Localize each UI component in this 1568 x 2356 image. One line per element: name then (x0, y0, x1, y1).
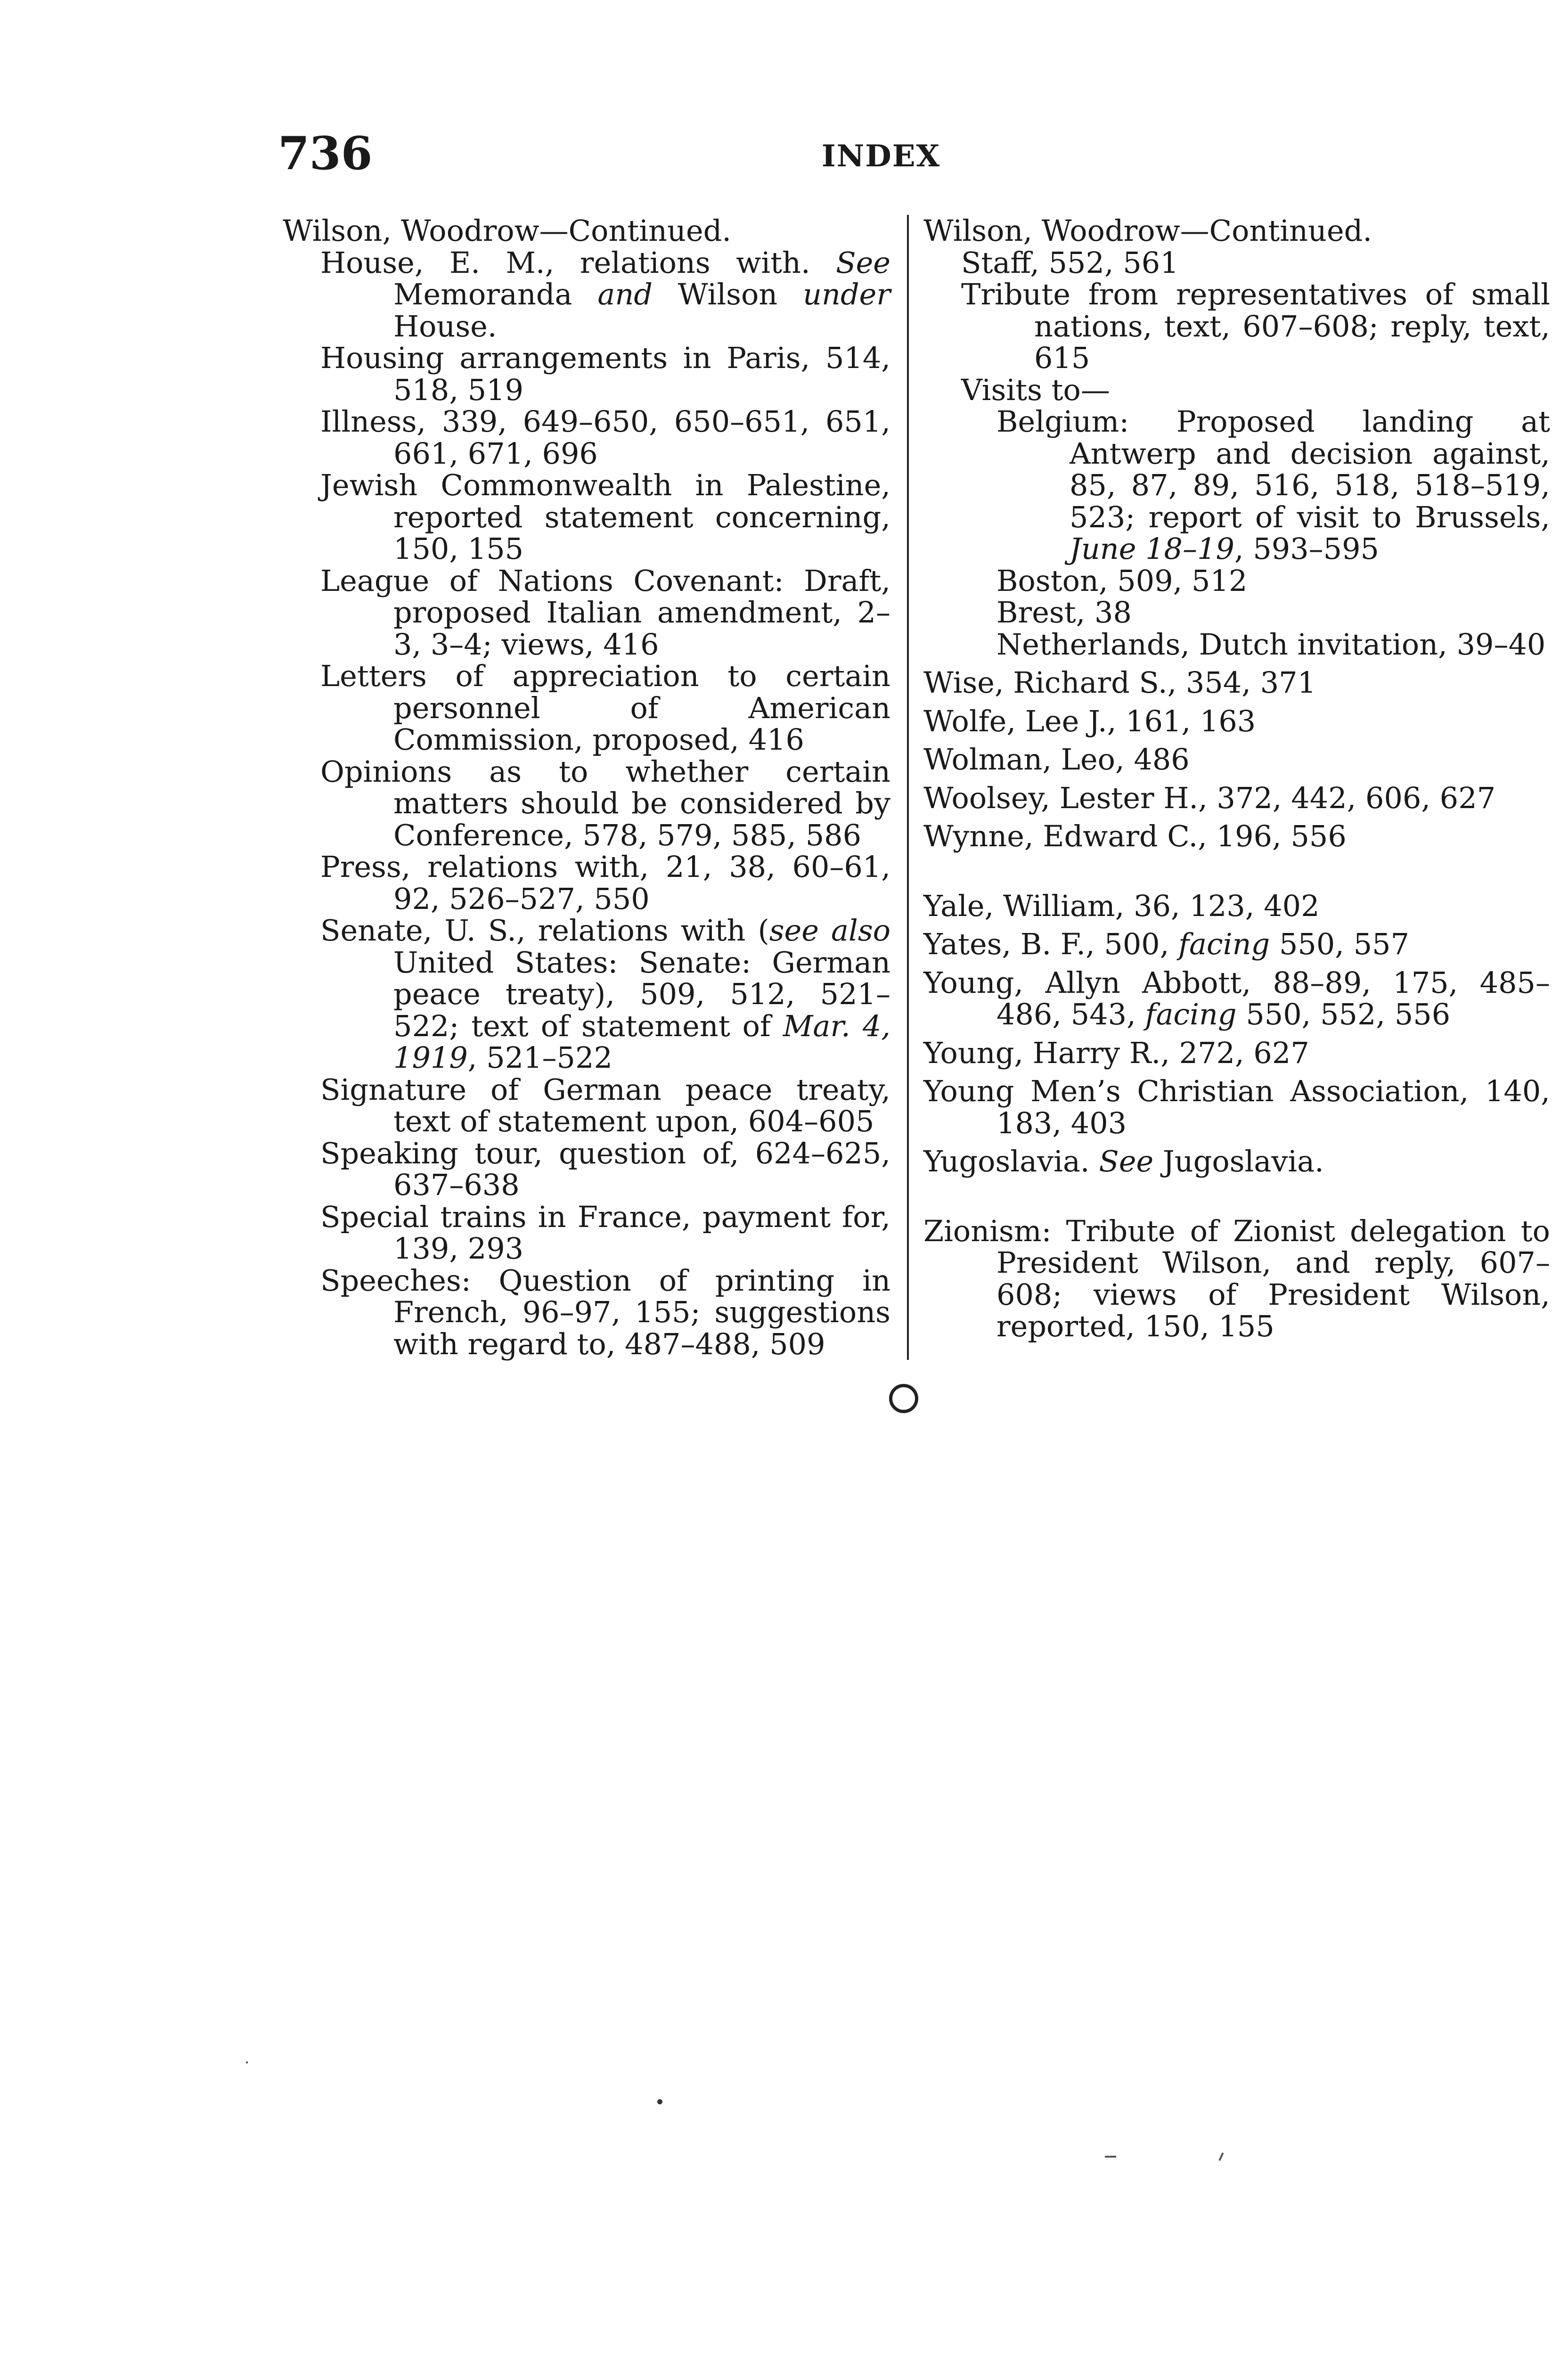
index-heading: Wilson, Woodrow—Continued. (283, 213, 732, 248)
page-number: 736 (278, 127, 373, 180)
index-entry: Jewish Commonwealth in Palestine, reported statement concerning, 150, 155 (320, 468, 890, 566)
index-subentry: Netherlands, Dutch invitation, 39–40 (996, 627, 1546, 662)
index-entry: House, E. M., relations with. See Memoranda and Wilson under House. (320, 245, 890, 344)
index-main-entry: Wolfe, Lee J., 161, 163 (923, 704, 1256, 738)
index-entry: Tribute from representatives of small nations, text, 607–608; reply, text, 615 (961, 277, 1550, 375)
index-entry: Opinions as to whether certain matters should be considered by Conference, 578, 579, 585, 586 (320, 754, 890, 852)
index-entry: Speaking tour, question of, 624–625, 637–638 (320, 1136, 890, 1202)
index-subentry: Belgium: Proposed landing at Antwerp and decision against, 85, 87, 89, 516, 518, 518–519, 523; report of visit to Brussels, June 18–19, 593–595 (996, 404, 1550, 566)
index-entry: Special trains in France, payment for, 139, 293 (320, 1199, 890, 1266)
index-main-entry: Woolsey, Lester H., 372, 442, 606, 627 (923, 780, 1496, 815)
index-entry: Housing arrangements in Paris, 514, 518, 519 (320, 341, 890, 407)
index-entry: Speeches: Question of printing in French, 96–97, 155; suggestions with regard to, 487–488, 509 (320, 1263, 890, 1361)
running-head: INDEX (821, 139, 941, 174)
index-heading: Wilson, Woodrow—Continued. (923, 213, 1372, 248)
index-main-entry: Wynne, Edward C., 196, 556 (923, 819, 1347, 853)
index-subentry: Boston, 509, 512 (996, 563, 1248, 598)
scan-speck (1105, 2156, 1116, 2158)
index-subentry: Brest, 38 (996, 595, 1132, 630)
index-main-entry: Young, Allyn Abbott, 88–89, 175, 485–486, 543, facing 550, 552, 556 (923, 965, 1550, 1031)
index-main-entry: Yates, B. F., 500, facing 550, 557 (923, 927, 1410, 961)
scan-speck (246, 2062, 248, 2063)
index-main-entry: Yale, William, 36, 123, 402 (923, 888, 1320, 923)
index-main-entry: Yugoslavia. See Jugoslavia. (923, 1144, 1324, 1178)
end-mark-circle (889, 1384, 918, 1413)
scan-speck (657, 2099, 662, 2104)
index-entry: Signature of German peace treaty, text of statement upon, 604–605 (320, 1072, 890, 1138)
index-entry: Illness, 339, 649–650, 650–651, 651, 661, 671, 696 (320, 404, 890, 471)
column-rule (907, 215, 909, 1360)
index-entry: Letters of appreciation to certain personnel of American Commission, proposed, 416 (320, 659, 890, 757)
index-column-left (283, 215, 890, 1360)
index-entry: Visits to— (961, 372, 1110, 407)
scan-speck (1218, 2152, 1224, 2161)
index-column-right (923, 215, 1550, 1342)
index-main-entry: Zionism: Tribute of Zionist delegation to President Wilson, and reply, 607–608; views of President Wilson, reported, 150, 155 (923, 1213, 1550, 1343)
index-main-entry: Wise, Richard S., 354, 371 (923, 665, 1316, 700)
index-entry: Press, relations with, 21, 38, 60–61, 92, 526–527, 550 (320, 850, 890, 916)
index-entry: Senate, U. S., relations with (see also United States: Senate: German peace treaty), 509, 512, 521–522; text of statement of Mar. 4, 1919, 521–522 (320, 913, 891, 1075)
index-entry: Staff, 552, 561 (961, 245, 1179, 280)
index-entry: League of Nations Covenant: Draft, proposed Italian amendment, 2–3, 3–4; views, 416 (320, 563, 890, 662)
index-main-entry: Young, Harry R., 272, 627 (923, 1035, 1309, 1070)
index-main-entry: Wolman, Leo, 486 (923, 742, 1190, 777)
index-main-entry: Young Men’s Christian Association, 140, 183, 403 (923, 1074, 1550, 1140)
